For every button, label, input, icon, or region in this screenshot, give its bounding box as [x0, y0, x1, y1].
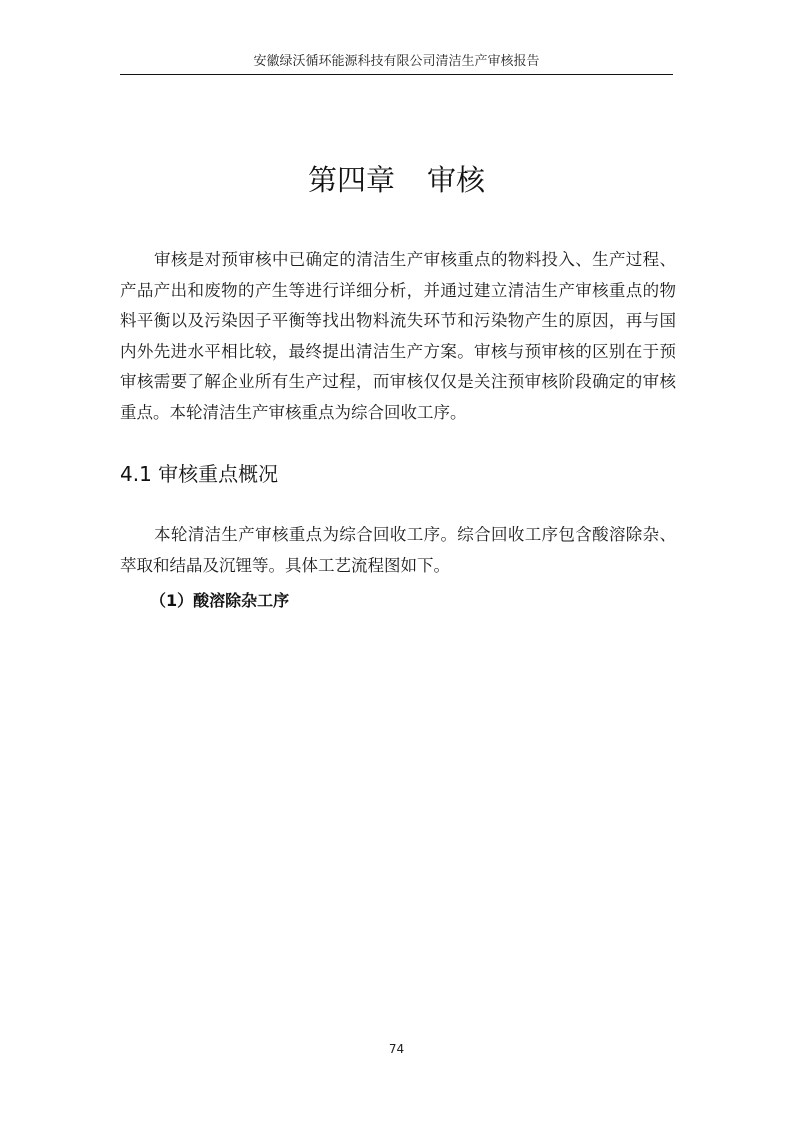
page-number: 74 [388, 1042, 405, 1056]
header-divider [120, 74, 673, 75]
subsection-heading: （1）酸溶除杂工序 [150, 591, 290, 610]
section-heading: 4.1 审核重点概况 [120, 462, 279, 486]
chapter-name: 审核 [427, 163, 486, 197]
chapter-title [0, 160, 793, 200]
page-header: 安徽绿沃循环能源科技有限公司清洁生产审核报告 [253, 54, 540, 69]
chapter-number: 第四章 [307, 163, 395, 197]
intro-paragraph: 审核是对预审核中已确定的清洁生产审核重点的物料投入、生产过程、产品产出和废物的产生等进行详细分析，并通过建立清洁生产审核重点的物料平衡以及污染因子平衡等找出物料流失环节和污染物产生的原因，再与国内外先进水平相比较，最终提出清洁生产方案。审核与预审核的区别在于预审核需要了解企业所有生产过程，而审核仅仅是关注预审核阶段确定的审核重点。本轮清洁生产审核重点为综合回收工序。 [120, 250, 676, 422]
section-paragraph: 本轮清洁生产审核重点为综合回收工序。综合回收工序包含酸溶除杂、萃取和结晶及沉锂等。具体工艺流程图如下。 [120, 525, 676, 575]
